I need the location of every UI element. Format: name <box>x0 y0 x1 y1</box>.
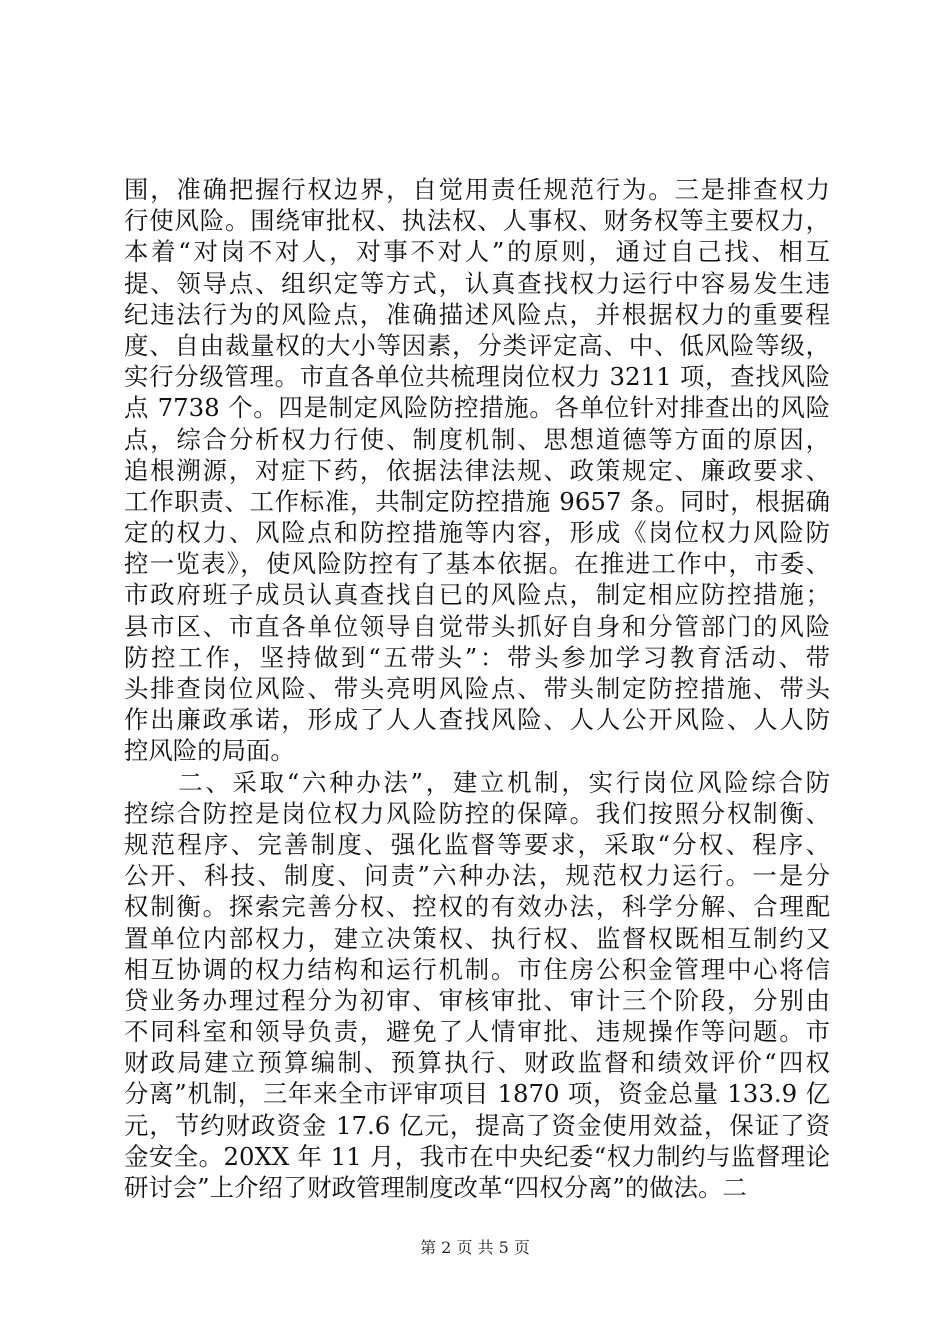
text-line: 金安全。20XX 年 11 月，我市在中央纪委“权力制约与监督理论 <box>124 1141 830 1171</box>
text-line: 头排查岗位风险、带头亮明风险点、带头制定防控措施、带头 <box>124 674 830 703</box>
text-line: 纪违法行为的风险点，准确描述风险点，并根据权力的重要程 <box>124 299 830 329</box>
text-line: 追根溯源，对症下药，依据法律法规、政策规定、廉政要求、 <box>124 455 830 485</box>
text-line: 规范程序、完善制度、强化监督等要求，采取“分权、程序、 <box>124 829 830 859</box>
text-line: 点，综合分析权力行使、制度机制、思想道德等方面的原因， <box>124 424 830 454</box>
text-line: 实行分级管理。市直各单位共梳理岗位权力 3211 项，查找风险 <box>124 362 830 392</box>
text-line: 置单位内部权力，建立决策权、执行权、监督权既相互制约又 <box>124 923 830 953</box>
text-line: 财政局建立预算编制、预算执行、财政监督和绩效评价“四权 <box>124 1048 830 1078</box>
text-line: 控综合防控是岗位权力风险防控的保障。我们按照分权制衡、 <box>124 798 830 828</box>
text-line: 行使风险。围绕审批权、执法权、人事权、财务权等主要权力， <box>124 206 830 236</box>
text-line: 贷业务办理过程分为初审、审核审批、审计三个阶段，分别由 <box>124 985 830 1015</box>
text-line: 点 7738 个。四是制定风险防控措施。各单位针对排查出的风险 <box>124 393 830 423</box>
text-line: 本着“对岗不对人，对事不对人”的原则，通过自己找、相互 <box>124 237 830 267</box>
text-line: 市政府班子成员认真查找自已的风险点，制定相应防控措施； <box>124 580 830 610</box>
text-line: 分离”机制，三年来全市评审项目 1870 项，资金总量 133.9 亿 <box>124 1079 830 1109</box>
text-line: 研讨会”上介绍了财政管理制度改革“四权分离”的做法。二 <box>124 1173 747 1202</box>
text-line: 相互协调的权力结构和运行机制。市住房公积金管理中心将信 <box>124 954 830 984</box>
text-line: 县市区、市直各单位领导自觉带头抓好自身和分管部门的风险 <box>124 611 830 641</box>
text-line: 作出廉政承诺，形成了人人查找风险、人人公开风险、人人防 <box>124 705 830 735</box>
text-line: 权制衡。探索完善分权、控权的有效办法，科学分解、合理配 <box>124 892 830 922</box>
text-line: 定的权力、风险点和防控措施等内容，形成《岗位权力风险防 <box>124 518 830 548</box>
text-line: 围，准确把握行权边界，自觉用责任规范行为。三是排查权力 <box>124 175 830 204</box>
text-line: 不同科室和领导负责，避免了人情审批、违规操作等问题。市 <box>124 1017 830 1047</box>
text-line: 控一览表》，使风险防控有了基本依据。在推进工作中，市委、 <box>124 549 830 579</box>
text-line: 公开、科技、制度、问责”六种办法，规范权力运行。一是分 <box>124 861 830 891</box>
text-line: 控风险的局面。 <box>124 736 295 766</box>
page-footer: 第 2 页 共 5 页 <box>420 1238 530 1257</box>
text-line: 提、领导点、组织定等方式，认真查找权力运行中容易发生违 <box>124 268 830 298</box>
text-line: 工作职责、工作标准，共制定防控措施 9657 条。同时，根据确 <box>124 486 830 516</box>
text-line: 防控工作，坚持做到“五带头”：带头参加学习教育活动、带 <box>124 642 830 672</box>
text-line: 度、自由裁量权的大小等因素，分类评定高、中、低风险等级， <box>124 330 830 360</box>
body-text <box>124 174 830 1203</box>
text-line: 元，节约财政资金 17.6 亿元，提高了资金使用效益，保证了资 <box>124 1110 830 1140</box>
text-line: 二、采取“六种办法”，建立机制，实行岗位风险综合防 <box>124 767 830 797</box>
